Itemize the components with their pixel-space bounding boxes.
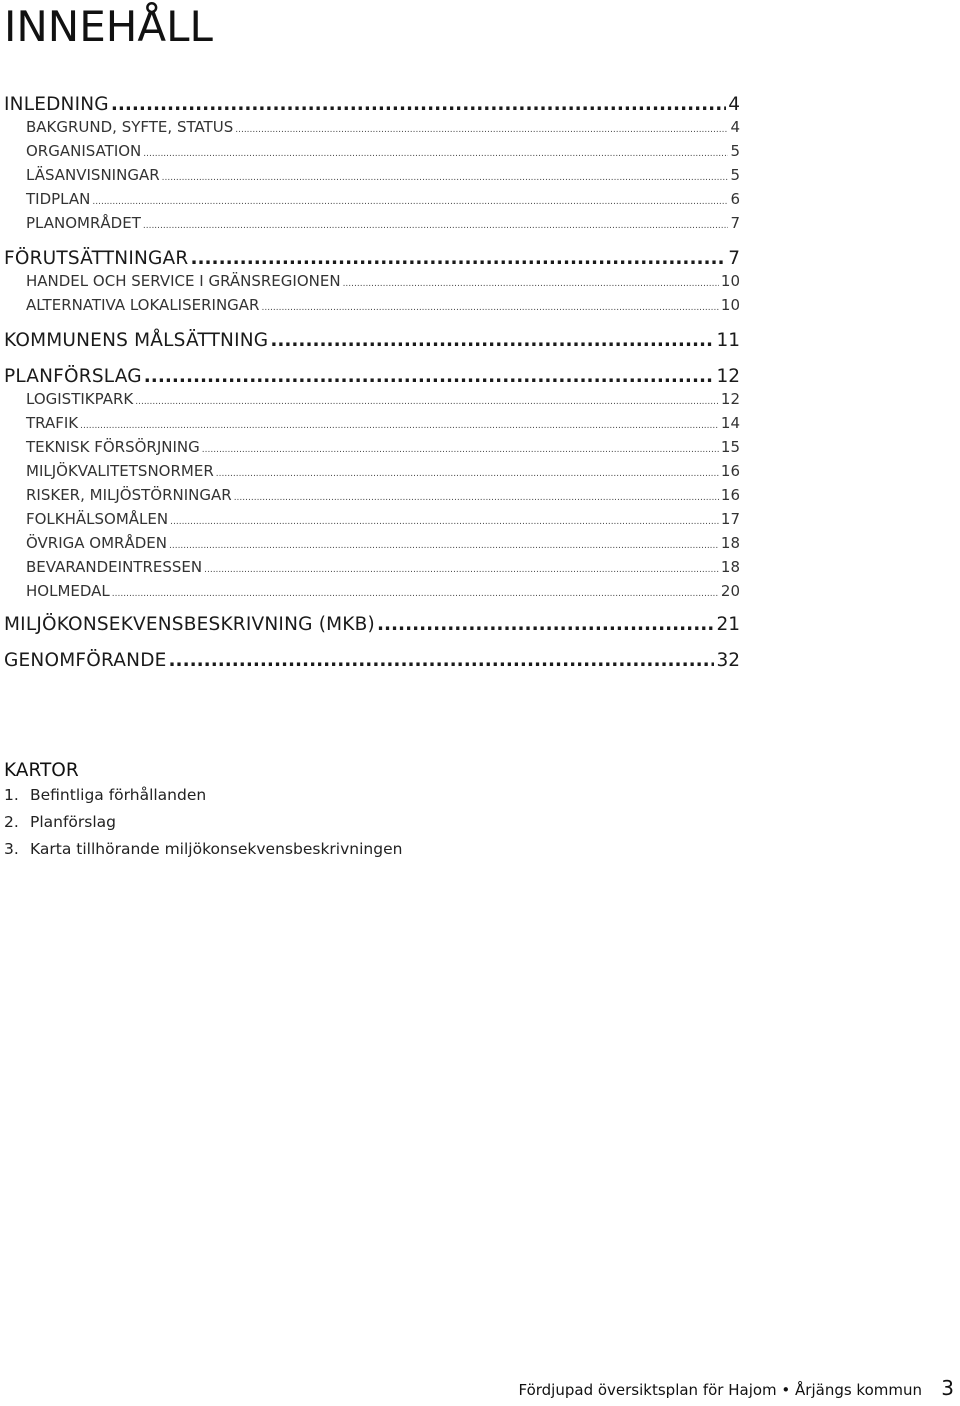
toc-dot-leader <box>235 125 728 135</box>
toc-entry-label: GENOMFÖRANDE <box>4 650 167 671</box>
toc-dot-leader <box>144 366 715 387</box>
toc-entry-page: 21 <box>716 614 740 635</box>
toc-entry-page: 15 <box>720 438 740 456</box>
toc-entry-page: 20 <box>720 582 740 600</box>
toc-entry-label: FOLKHÄLSOMÅLEN <box>26 510 169 528</box>
toc-entry-page: 12 <box>720 390 740 408</box>
toc-entry-label: BEVARANDEINTRESSEN <box>26 558 203 576</box>
toc-entry-page: 17 <box>720 510 740 528</box>
toc-dot-leader <box>143 221 729 231</box>
toc-entry-label: RISKER, MILJÖSTÖRNINGAR <box>26 486 232 504</box>
toc-entry-page: 7 <box>728 248 740 269</box>
toc-subsection-row <box>26 582 740 600</box>
toc-entry-page: 5 <box>730 166 740 184</box>
toc-section-row <box>4 650 740 671</box>
toc-entry-page: 4 <box>728 94 740 115</box>
toc-entry-label: INLEDNING <box>4 94 109 115</box>
toc-entry-page: 32 <box>716 650 740 671</box>
map-item-label: Karta tillhörande miljökonsekvensbeskrivningen <box>30 840 403 858</box>
toc-dot-leader <box>202 445 719 455</box>
map-item-number: 1. <box>4 786 19 804</box>
toc-entry-page: 7 <box>730 214 740 232</box>
toc-dot-leader <box>190 248 726 269</box>
toc-entry-page: 18 <box>720 558 740 576</box>
toc-entry-label: LOGISTIKPARK <box>26 390 134 408</box>
toc-subsection-row <box>26 558 740 576</box>
toc-dot-leader <box>261 303 718 313</box>
toc-dot-leader <box>377 614 715 635</box>
toc-entry-label: PLANOMRÅDET <box>26 214 141 232</box>
toc-section-row <box>4 614 740 635</box>
toc-entry-label: HANDEL OCH SERVICE I GRÄNSREGIONEN <box>26 272 341 290</box>
toc-subsection-row <box>26 414 740 432</box>
toc-dot-leader <box>92 197 728 207</box>
toc-subsection-row <box>26 190 740 208</box>
toc-dot-leader <box>143 149 728 159</box>
toc-dot-leader <box>343 279 719 289</box>
toc-entry-page: 12 <box>716 366 740 387</box>
map-list-item <box>4 813 116 831</box>
toc-subsection-row <box>26 272 740 290</box>
map-item-number: 3. <box>4 840 19 858</box>
toc-entry-page: 6 <box>730 190 740 208</box>
toc-subsection-row <box>26 296 740 314</box>
toc-entry-page: 16 <box>720 486 740 504</box>
toc-entry-label: MILJÖKONSEKVENSBESKRIVNING (MKB) <box>4 614 375 635</box>
toc-section-row <box>4 330 740 351</box>
toc-subsection-row <box>26 534 740 552</box>
toc-section-row <box>4 94 740 115</box>
toc-entry-page: 4 <box>730 118 740 136</box>
toc-dot-leader <box>216 469 719 479</box>
toc-entry-label: FÖRUTSÄTTNINGAR <box>4 248 189 269</box>
toc-dot-leader <box>234 493 719 503</box>
toc-dot-leader <box>162 173 729 183</box>
toc-dot-leader <box>169 650 715 671</box>
toc-entry-page: 10 <box>720 296 740 314</box>
map-item-label: Befintliga förhållanden <box>30 786 207 804</box>
toc-section-row <box>4 366 740 387</box>
maps-heading: KARTOR <box>4 760 79 781</box>
toc-subsection-row <box>26 462 740 480</box>
toc-entry-label: MILJÖKVALITETSNORMER <box>26 462 214 480</box>
toc-dot-leader <box>80 421 719 431</box>
toc-subsection-row <box>26 510 740 528</box>
toc-subsection-row <box>26 214 740 232</box>
toc-entry-page: 14 <box>720 414 740 432</box>
toc-subsection-row <box>26 142 740 160</box>
toc-subsection-row <box>26 486 740 504</box>
toc-dot-leader <box>170 517 719 527</box>
toc-entry-label: PLANFÖRSLAG <box>4 366 142 387</box>
toc-subsection-row <box>26 166 740 184</box>
toc-section-row <box>4 248 740 269</box>
toc-entry-page: 18 <box>720 534 740 552</box>
toc-entry-label: ALTERNATIVA LOKALISERINGAR <box>26 296 260 314</box>
map-item-label: Planförslag <box>30 813 117 831</box>
page-number: 3 <box>941 1376 954 1400</box>
toc-entry-label: TEKNISK FÖRSÖRJNING <box>26 438 200 456</box>
toc-entry-label: ORGANISATION <box>26 142 142 160</box>
map-list-item <box>4 786 206 804</box>
toc-entry-label: TRAFIK <box>26 414 79 432</box>
map-item-number: 2. <box>4 813 19 831</box>
toc-entry-label: KOMMUNENS MÅLSÄTTNING <box>4 330 269 351</box>
toc-dot-leader <box>204 565 719 575</box>
toc-subsection-row <box>26 438 740 456</box>
toc-entry-label: TIDPLAN <box>26 190 91 208</box>
toc-dot-leader <box>135 397 719 407</box>
toc-entry-page: 11 <box>716 330 740 351</box>
page-title: INNEHÅLL <box>4 2 213 51</box>
footer-text: Fördjupad översiktsplan för Hajom • Årjängs kommun <box>518 1381 922 1399</box>
toc-entry-page: 5 <box>730 142 740 160</box>
map-list-item <box>4 840 402 858</box>
toc-entry-page: 16 <box>720 462 740 480</box>
toc-dot-leader <box>112 589 719 599</box>
toc-entry-page: 10 <box>720 272 740 290</box>
toc-entry-label: ÖVRIGA OMRÅDEN <box>26 534 167 552</box>
toc-entry-label: BAKGRUND, SYFTE, STATUS <box>26 118 234 136</box>
toc-entry-label: LÄSANVISNINGAR <box>26 166 160 184</box>
toc-dot-leader <box>169 541 719 551</box>
toc-subsection-row <box>26 118 740 136</box>
toc-dot-leader <box>111 94 726 115</box>
toc-dot-leader <box>270 330 714 351</box>
toc-subsection-row <box>26 390 740 408</box>
toc-entry-label: HOLMEDAL <box>26 582 110 600</box>
